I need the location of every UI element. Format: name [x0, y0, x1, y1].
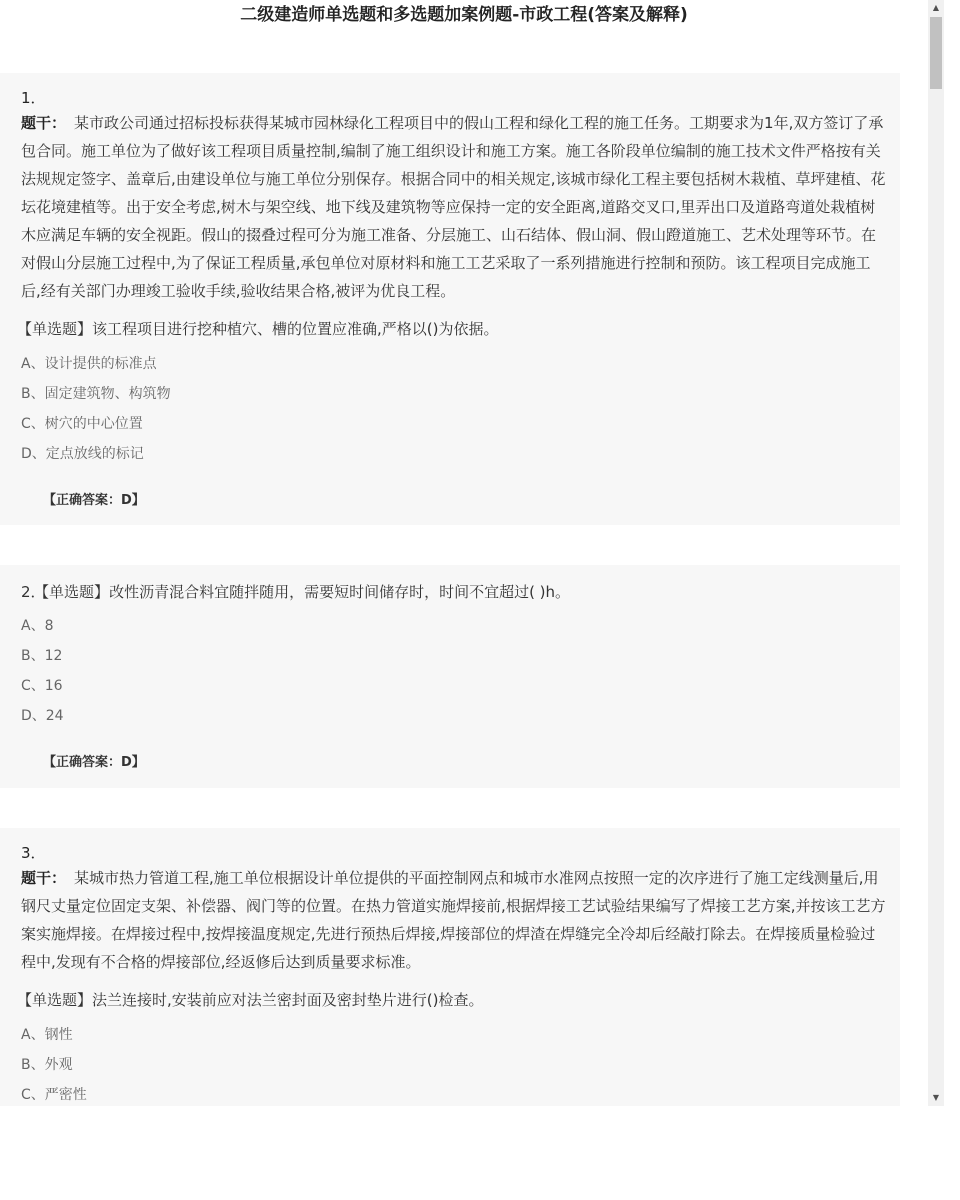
- correct-answer: 【正确答案：D】: [43, 755, 145, 770]
- question-text: 法兰连接时,安装前应对法兰密封面及密封垫片进行()检查。: [92, 991, 484, 1009]
- question-number: 2．: [21, 583, 46, 601]
- option-b[interactable]: B、固定建筑物、构筑物: [21, 386, 171, 402]
- correct-answer: 【正确答案：D】: [43, 493, 145, 508]
- question-type-label: 【单选题】: [41, 583, 110, 601]
- question-card-2: [0, 565, 900, 788]
- question-text: 该工程项目进行挖种植穴、槽的位置应准确,严格以()为依据。: [92, 320, 499, 338]
- stem-label: 题干：: [21, 114, 67, 132]
- scroll-down-icon[interactable]: ▼: [932, 1093, 940, 1102]
- option-d[interactable]: D、24: [21, 708, 64, 724]
- stem-text: 某市政公司通过招标投标获得某城市园林绿化工程项目中的假山工程和绿化工程的施工任务。工期要求为1年,双方签订了承包合同。施工单位为了做好该工程项目质量控制,编制了施工组织设计和施工方案。施工各阶段单位编制的施工技术文件严格按有关法规规定签字、盖章后,由建设单位与施工单位分别保存。根据合同中的相关规定,该城市绿化工程主要包括树木栽植、草坪建植、花坛花境建植等。出于安全考虑,树木与架空线、地下线及建筑物等应保持一定的安全距离,道路交叉口,里弄出口及道路弯道处栽植树木应满足车辆的安全视距。假山的掇叠过程可分为施工准备、分层施工、山石结体、假山洞、假山蹬道施工、艺术处理等环节。在对假山分层施工过程中,为了保证工程质量,承包单位对原材料和施工工艺采取了一系列措施进行控制和预防。该工程项目完成施工后,经有关部门办理竣工验收手续,验收结果合格,被评为优良工程。: [21, 114, 886, 300]
- question-card-3: [0, 828, 900, 1106]
- option-a[interactable]: A、8: [21, 618, 54, 634]
- option-list: [21, 611, 888, 731]
- question-stem: [21, 864, 888, 976]
- option-list: [21, 1020, 888, 1106]
- question-stem: [21, 109, 888, 305]
- option-a[interactable]: A、钢性: [21, 1027, 73, 1043]
- scrollbar-thumb[interactable]: [930, 17, 942, 89]
- option-c[interactable]: C、树穴的中心位置: [21, 416, 143, 432]
- question-type-label: 【单选题】: [17, 991, 93, 1009]
- question-line: [21, 581, 888, 603]
- vertical-scrollbar[interactable]: [928, 0, 944, 1106]
- question-number: 1．: [21, 89, 46, 107]
- option-list: [21, 349, 888, 469]
- question-text: 改性沥青混合料宜随拌随用，需要短时间储存时，时间不宜超过( )h。: [109, 583, 571, 601]
- option-c[interactable]: C、严密性: [21, 1087, 87, 1103]
- stem-text: 某城市热力管道工程,施工单位根据设计单位提供的平面控制网点和城市水准网点按照一定的次序进行了施工定线测量后,用钢尺丈量定位固定支架、补偿器、阀门等的位置。在热力管道实施焊接前,根据焊接工艺试验结果编写了焊接工艺方案,并按该工艺方案实施焊接。在焊接过程中,按焊接温度规定,先进行预热后焊接,焊接部位的焊渣在焊缝完全冷却后经敲打除去。在焊接质量检验过程中,发现有不合格的焊接部位,经返修后达到质量要求标准。: [21, 869, 886, 971]
- question-line: [17, 988, 888, 1012]
- scroll-up-icon[interactable]: ▲: [932, 3, 940, 12]
- question-number: 3．: [21, 844, 46, 862]
- option-a[interactable]: A、设计提供的标准点: [21, 356, 157, 372]
- option-c[interactable]: C、16: [21, 678, 63, 694]
- stem-label: 题干：: [21, 869, 67, 887]
- question-card-1: [0, 73, 900, 525]
- page-title: 二级建造师单选题和多选题加案例题-市政工程(答案及解释): [240, 5, 688, 25]
- option-b[interactable]: B、外观: [21, 1057, 73, 1073]
- option-b[interactable]: B、12: [21, 648, 63, 664]
- question-type-label: 【单选题】: [17, 320, 93, 338]
- option-d[interactable]: D、定点放线的标记: [21, 446, 144, 462]
- question-line: [17, 317, 888, 341]
